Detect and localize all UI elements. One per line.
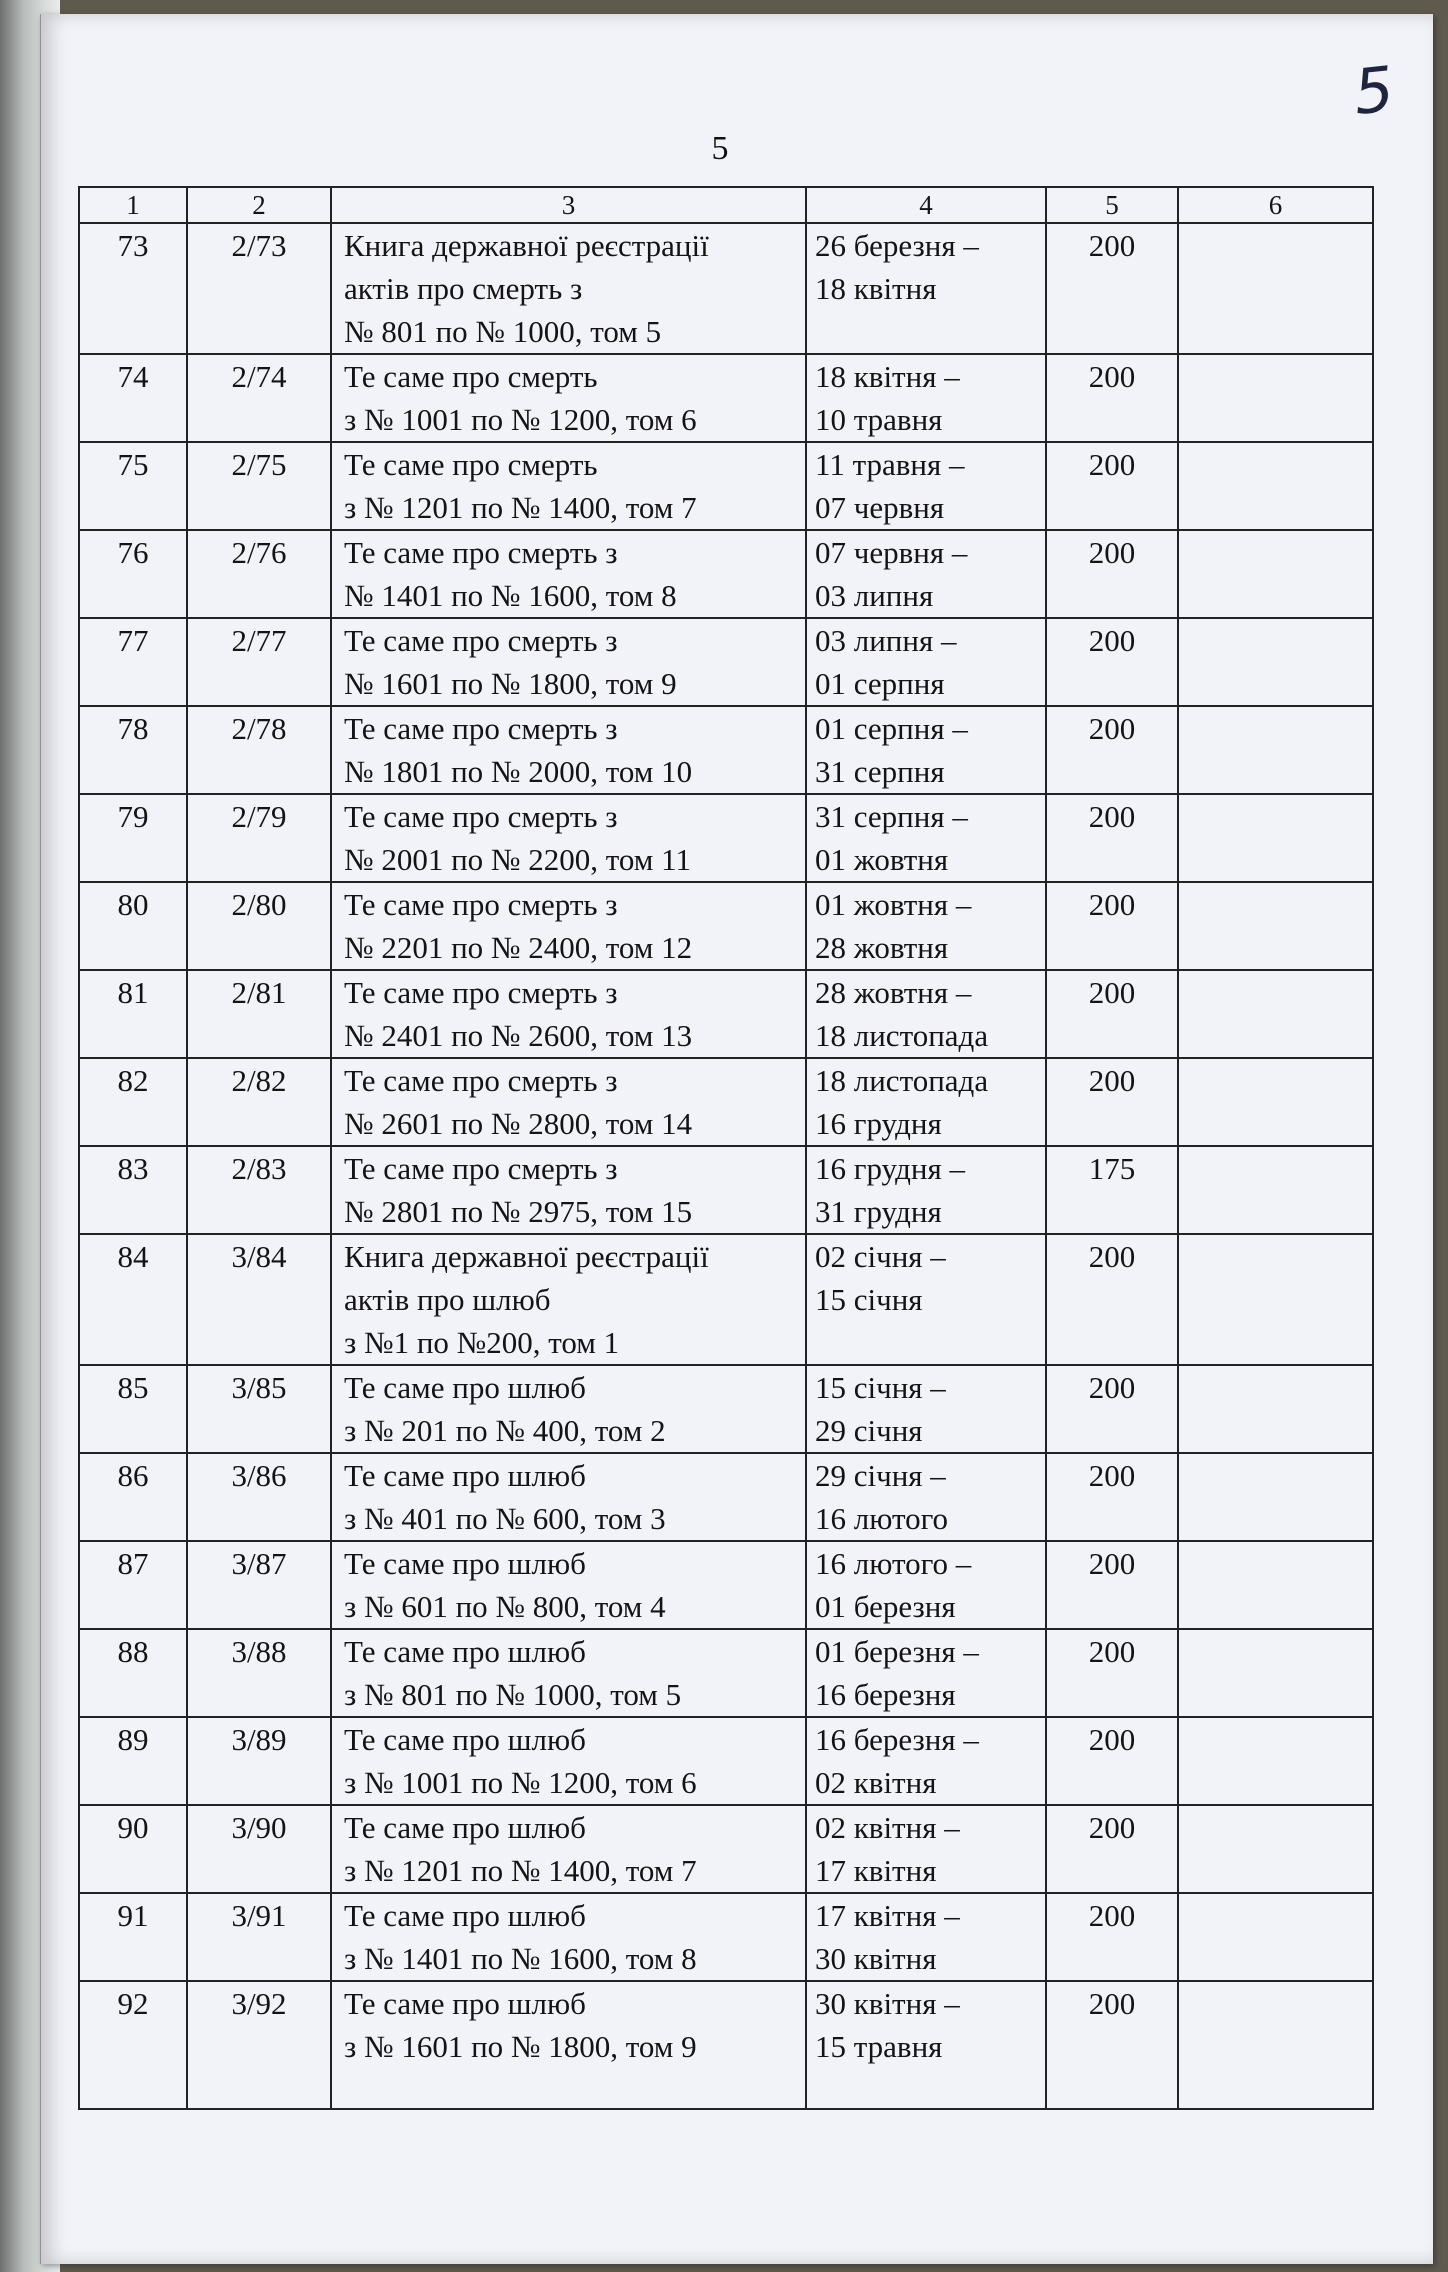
date-line: 28 жовтня – (815, 975, 972, 1010)
table-row (79, 706, 1373, 794)
cell-note (1178, 1717, 1373, 1805)
registry-table (78, 186, 1374, 2110)
table-row (79, 1234, 1373, 1365)
cell-sheets: 200 (1046, 1058, 1178, 1146)
table-row (79, 1541, 1373, 1629)
cell-sheets: 200 (1046, 1805, 1178, 1893)
title-line: з № 1001 по № 1200, том 6 (344, 402, 697, 437)
cell-number: 76 (79, 530, 187, 618)
title-line: Книга державної реєстрації (344, 228, 709, 263)
date-line: 01 жовтня (815, 842, 949, 877)
date-line: 18 квітня (815, 271, 937, 306)
title-line: № 2601 по № 2800, том 14 (344, 1106, 693, 1141)
title-line: Те саме про смерть з (344, 975, 618, 1010)
cell-title (331, 1541, 806, 1629)
cell-index: 3/86 (187, 1453, 331, 1541)
cell-index: 3/88 (187, 1629, 331, 1717)
cell-sheets: 200 (1046, 1981, 1178, 2109)
cell-number: 78 (79, 706, 187, 794)
date-line: 15 січня – (815, 1370, 946, 1405)
cell-dates (806, 1234, 1046, 1365)
date-line: 31 грудня (815, 1194, 942, 1229)
cell-number: 75 (79, 442, 187, 530)
cell-title (331, 1146, 806, 1234)
cell-dates (806, 1146, 1046, 1234)
title-line: Те саме про шлюб (344, 1898, 586, 1933)
date-line: 01 березня – (815, 1634, 979, 1669)
cell-note (1178, 442, 1373, 530)
cell-index: 2/83 (187, 1146, 331, 1234)
cell-title (331, 794, 806, 882)
date-line: 28 жовтня (815, 930, 949, 965)
cell-dates (806, 223, 1046, 354)
date-line: 01 серпня – (815, 711, 968, 746)
date-line: 17 квітня (815, 1853, 937, 1888)
cell-title (331, 354, 806, 442)
date-line: 17 квітня – (815, 1898, 960, 1933)
title-line: № 801 по № 1000, том 5 (344, 314, 662, 349)
date-line: 02 січня – (815, 1239, 946, 1274)
title-line: актів про смерть з (344, 271, 583, 306)
cell-number: 77 (79, 618, 187, 706)
cell-number: 90 (79, 1805, 187, 1893)
cell-title (331, 1893, 806, 1981)
title-line: з № 601 по № 800, том 4 (344, 1589, 666, 1624)
date-line: 11 травня – (815, 447, 965, 482)
date-line: 31 серпня (815, 754, 945, 789)
table-row (79, 1453, 1373, 1541)
table-row (79, 1058, 1373, 1146)
cell-number: 83 (79, 1146, 187, 1234)
cell-dates (806, 354, 1046, 442)
title-line: Книга державної реєстрації (344, 1239, 709, 1274)
cell-note (1178, 794, 1373, 882)
date-line: 07 червня – (815, 535, 968, 570)
column-header: 6 (1178, 187, 1373, 223)
cell-note (1178, 706, 1373, 794)
title-line: з № 401 по № 600, том 3 (344, 1501, 666, 1536)
cell-sheets: 200 (1046, 223, 1178, 354)
title-line: з № 201 по № 400, том 2 (344, 1413, 666, 1448)
cell-dates (806, 618, 1046, 706)
table-row (79, 970, 1373, 1058)
cell-index: 3/89 (187, 1717, 331, 1805)
table-row (79, 618, 1373, 706)
cell-dates (806, 1058, 1046, 1146)
cell-dates (806, 1717, 1046, 1805)
cell-number: 73 (79, 223, 187, 354)
cell-note (1178, 223, 1373, 354)
handwritten-sheet-number: 5 (1349, 52, 1397, 129)
title-line: № 1801 по № 2000, том 10 (344, 754, 693, 789)
cell-note (1178, 530, 1373, 618)
cell-index: 3/92 (187, 1981, 331, 2109)
date-line: 02 квітня – (815, 1810, 960, 1845)
date-line: 29 січня – (815, 1458, 946, 1493)
cell-number: 85 (79, 1365, 187, 1453)
cell-note (1178, 354, 1373, 442)
table-body (79, 223, 1373, 2109)
title-line: № 2001 по № 2200, том 11 (344, 842, 692, 877)
cell-note (1178, 1146, 1373, 1234)
title-line: Те саме про смерть (344, 359, 598, 394)
cell-dates (806, 970, 1046, 1058)
cell-title (331, 1453, 806, 1541)
column-header: 3 (331, 187, 806, 223)
date-line: 16 березня (815, 1677, 956, 1712)
cell-sheets: 200 (1046, 1629, 1178, 1717)
cell-title (331, 530, 806, 618)
title-line: з № 801 по № 1000, том 5 (344, 1677, 682, 1712)
cell-note (1178, 1541, 1373, 1629)
cell-note (1178, 1453, 1373, 1541)
cell-number: 79 (79, 794, 187, 882)
date-line: 15 січня (815, 1282, 923, 1317)
cell-index: 2/82 (187, 1058, 331, 1146)
cell-note (1178, 618, 1373, 706)
date-line: 01 жовтня – (815, 887, 972, 922)
title-line: Те саме про шлюб (344, 1458, 586, 1493)
cell-title (331, 1234, 806, 1365)
cell-index: 2/75 (187, 442, 331, 530)
cell-dates (806, 794, 1046, 882)
cell-dates (806, 1365, 1046, 1453)
title-line: № 1601 по № 1800, том 9 (344, 666, 677, 701)
cell-index: 2/80 (187, 882, 331, 970)
date-line: 18 квітня – (815, 359, 960, 394)
cell-note (1178, 1981, 1373, 2109)
table-row (79, 1629, 1373, 1717)
column-header: 4 (806, 187, 1046, 223)
title-line: з № 1201 по № 1400, том 7 (344, 490, 697, 525)
table-row (79, 1365, 1373, 1453)
title-line: з № 1001 по № 1200, том 6 (344, 1765, 697, 1800)
date-line: 16 лютого (815, 1501, 949, 1536)
cell-title (331, 1365, 806, 1453)
date-line: 18 листопада (815, 1063, 989, 1098)
title-line: Те саме про шлюб (344, 1810, 586, 1845)
page-number: 5 (711, 130, 729, 167)
table-row (79, 442, 1373, 530)
cell-note (1178, 1234, 1373, 1365)
cell-number: 80 (79, 882, 187, 970)
cell-number: 86 (79, 1453, 187, 1541)
date-line: 30 квітня – (815, 1986, 960, 2021)
cell-title (331, 1717, 806, 1805)
date-line: 31 серпня – (815, 799, 968, 834)
cell-index: 2/79 (187, 794, 331, 882)
cell-note (1178, 1805, 1373, 1893)
cell-sheets: 200 (1046, 530, 1178, 618)
date-line: 16 грудня (815, 1106, 942, 1141)
column-header: 1 (79, 187, 187, 223)
cell-note (1178, 970, 1373, 1058)
cell-title (331, 1629, 806, 1717)
cell-sheets: 200 (1046, 618, 1178, 706)
title-line: Те саме про шлюб (344, 1722, 586, 1757)
cell-dates (806, 1893, 1046, 1981)
cell-sheets: 200 (1046, 970, 1178, 1058)
cell-dates (806, 1981, 1046, 2109)
cell-index: 2/77 (187, 618, 331, 706)
cell-note (1178, 1365, 1373, 1453)
cell-dates (806, 1629, 1046, 1717)
header-row (79, 187, 1373, 223)
cell-sheets: 200 (1046, 706, 1178, 794)
cell-dates (806, 1805, 1046, 1893)
cell-sheets: 200 (1046, 1365, 1178, 1453)
column-header: 2 (187, 187, 331, 223)
title-line: Те саме про шлюб (344, 1370, 586, 1405)
cell-sheets: 200 (1046, 1541, 1178, 1629)
date-line: 02 квітня (815, 1765, 937, 1800)
table-row (79, 794, 1373, 882)
cell-dates (806, 882, 1046, 970)
title-line: № 2201 по № 2400, том 12 (344, 930, 693, 965)
cell-title (331, 442, 806, 530)
cell-index: 3/87 (187, 1541, 331, 1629)
table-row (79, 354, 1373, 442)
cell-index: 2/73 (187, 223, 331, 354)
cell-note (1178, 882, 1373, 970)
cell-index: 3/85 (187, 1365, 331, 1453)
cell-title (331, 1805, 806, 1893)
title-line: Те саме про смерть з (344, 1063, 618, 1098)
title-line: Те саме про шлюб (344, 1634, 586, 1669)
table-row (79, 1717, 1373, 1805)
cell-sheets: 200 (1046, 1717, 1178, 1805)
cell-index: 2/81 (187, 970, 331, 1058)
cell-title (331, 882, 806, 970)
cell-number: 87 (79, 1541, 187, 1629)
table-row (79, 530, 1373, 618)
date-line: 18 листопада (815, 1018, 989, 1053)
title-line: Те саме про шлюб (344, 1986, 586, 2021)
cell-sheets: 200 (1046, 794, 1178, 882)
cell-title (331, 223, 806, 354)
date-line: 03 липня (815, 578, 934, 613)
cell-index: 2/76 (187, 530, 331, 618)
table-row (79, 1805, 1373, 1893)
cell-index: 3/91 (187, 1893, 331, 1981)
title-line: № 1401 по № 1600, том 8 (344, 578, 677, 613)
table-row (79, 1893, 1373, 1981)
cell-dates (806, 530, 1046, 618)
table-row (79, 1981, 1373, 2109)
title-line: Те саме про смерть з (344, 711, 618, 746)
cell-dates (806, 1453, 1046, 1541)
table-row (79, 1146, 1373, 1234)
title-line: Те саме про смерть з (344, 887, 618, 922)
cell-number: 74 (79, 354, 187, 442)
cell-dates (806, 442, 1046, 530)
title-line: Те саме про шлюб (344, 1546, 586, 1581)
cell-note (1178, 1893, 1373, 1981)
title-line: актів про шлюб (344, 1282, 551, 1317)
cell-sheets: 200 (1046, 1453, 1178, 1541)
column-header: 5 (1046, 187, 1178, 223)
cell-title (331, 706, 806, 794)
cell-note (1178, 1629, 1373, 1717)
cell-number: 92 (79, 1981, 187, 2109)
title-line: Те саме про смерть з (344, 623, 618, 658)
cell-title (331, 1981, 806, 2109)
title-line: з № 1201 по № 1400, том 7 (344, 1853, 697, 1888)
title-line: з № 1401 по № 1600, том 8 (344, 1941, 697, 1976)
cell-sheets: 200 (1046, 1234, 1178, 1365)
cell-title (331, 618, 806, 706)
title-line: з №1 по №200, том 1 (344, 1325, 620, 1360)
cell-number: 82 (79, 1058, 187, 1146)
date-line: 10 травня (815, 402, 943, 437)
cell-index: 2/78 (187, 706, 331, 794)
cell-number: 88 (79, 1629, 187, 1717)
cell-number: 91 (79, 1893, 187, 1981)
cell-sheets: 200 (1046, 354, 1178, 442)
date-line: 16 грудня – (815, 1151, 965, 1186)
cell-index: 3/90 (187, 1805, 331, 1893)
cell-sheets: 200 (1046, 442, 1178, 530)
title-line: з № 1601 по № 1800, том 9 (344, 2029, 697, 2064)
cell-title (331, 1058, 806, 1146)
title-line: № 2801 по № 2975, том 15 (344, 1194, 693, 1229)
cell-index: 3/84 (187, 1234, 331, 1365)
title-line: Те саме про смерть з (344, 535, 618, 570)
date-line: 15 травня (815, 2029, 943, 2064)
cell-dates (806, 1541, 1046, 1629)
cell-sheets: 200 (1046, 882, 1178, 970)
date-line: 16 лютого – (815, 1546, 972, 1581)
date-line: 01 серпня (815, 666, 945, 701)
cell-sheets: 200 (1046, 1893, 1178, 1981)
title-line: Те саме про смерть (344, 447, 598, 482)
cell-number: 84 (79, 1234, 187, 1365)
cell-dates (806, 706, 1046, 794)
date-line: 16 березня – (815, 1722, 979, 1757)
date-line: 07 червня (815, 490, 945, 525)
cell-note (1178, 1058, 1373, 1146)
date-line: 03 липня – (815, 623, 957, 658)
cell-title (331, 970, 806, 1058)
date-line: 01 березня (815, 1589, 956, 1624)
cell-sheets: 175 (1046, 1146, 1178, 1234)
title-line: Те саме про смерть з (344, 1151, 618, 1186)
table-row (79, 223, 1373, 354)
title-line: Те саме про смерть з (344, 799, 618, 834)
table-row (79, 882, 1373, 970)
cell-number: 89 (79, 1717, 187, 1805)
date-line: 30 квітня (815, 1941, 937, 1976)
title-line: № 2401 по № 2600, том 13 (344, 1018, 693, 1053)
date-line: 29 січня (815, 1413, 923, 1448)
cell-index: 2/74 (187, 354, 331, 442)
cell-number: 81 (79, 970, 187, 1058)
date-line: 26 березня – (815, 228, 979, 263)
